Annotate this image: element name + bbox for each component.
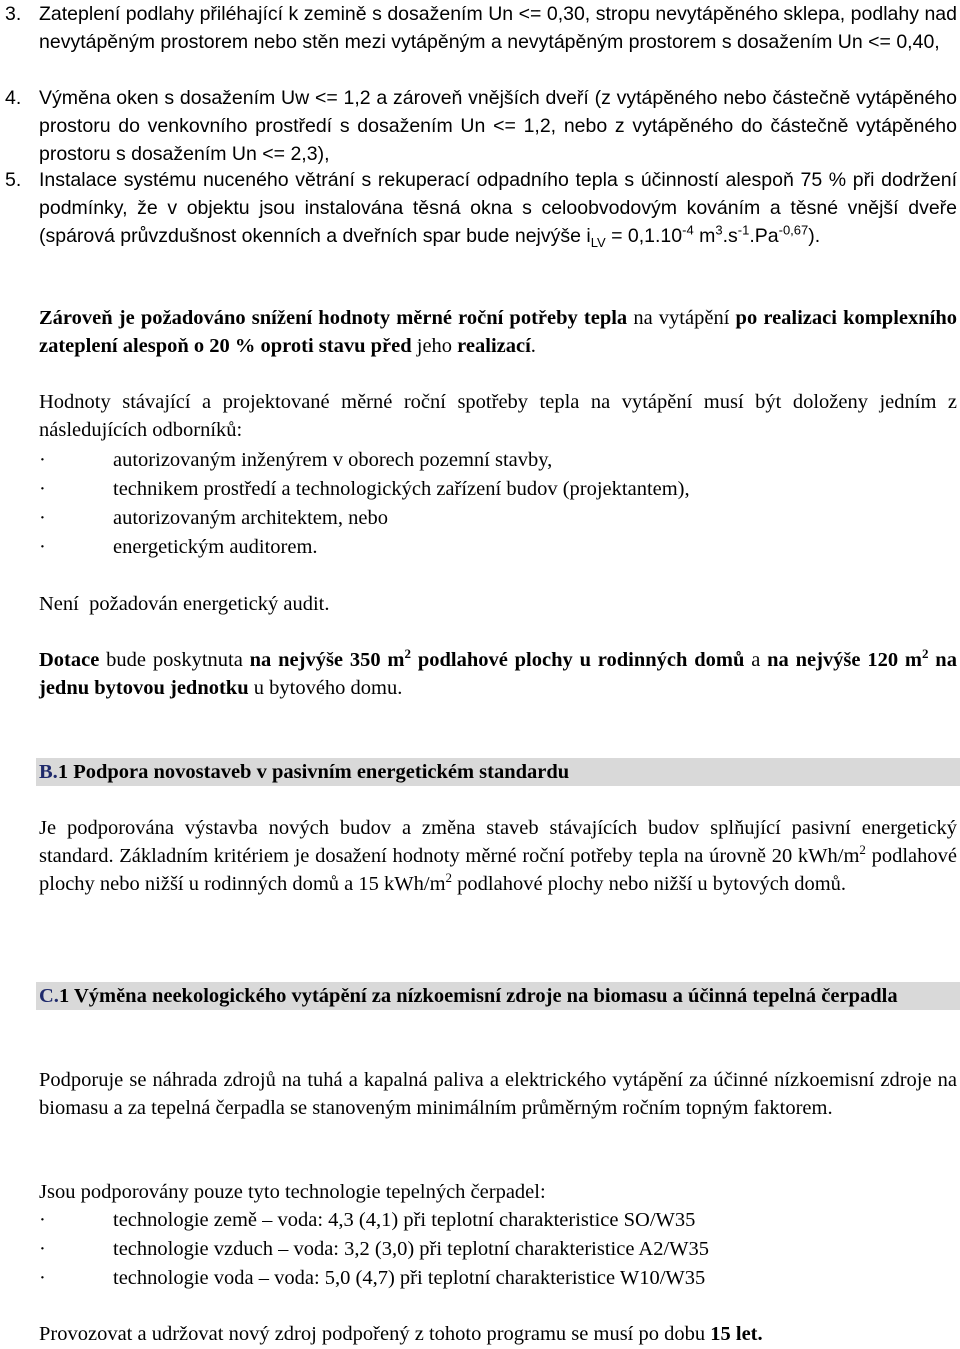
bullet-icon: ·	[39, 1267, 46, 1289]
section-code: B.	[39, 761, 58, 783]
subsidy-paragraph: Dotace bude poskytnuta na nejvýše 350 $m^2$ podlahové plochy u rodinných domů a na nejvýše 120 $m^2$ na jednu bytovou jednotku u bytového domu.	[39, 646, 957, 699]
requirement-paragraph: Zároveň je požadováno snížení hodnoty měrné roční potřeby tepla na vytápění po realizaci komplexního zateplení alespoň o 20 % oproti stavu před jeho realizací.	[39, 307, 958, 357]
list-item: technikem prostředí a technologických zařízení budov (projektantem),	[113, 478, 690, 500]
section-title: 1 Výměna neekologického vytápění za nízkoemisní zdroje na biomasu a účinná tepelná čerpadla	[58, 985, 898, 1007]
section-heading-c	[36, 982, 960, 1010]
list-item: autorizovaným architektem, nebo	[113, 507, 388, 529]
section-heading-b	[36, 758, 960, 786]
list-item: autorizovaným inženýrem v oborech pozemní stavby,	[113, 449, 553, 471]
heat-pump-intro: Jsou podporovány pouze tyto technologie tepelných čerpadel:	[39, 1181, 546, 1203]
experts-intro: Hodnoty stávající a projektované měrné roční spotřeby tepla na vytápění musí být doloženy jedním z následujících odborníků:	[39, 391, 957, 441]
list-item-5: Instalace systému nuceného větrání s rekuperací odpadního tepla s účinností alespoň 75 % při dodržení podmínky, že v objektu jsou instalována těsná okna s celoobvodovým kováním a těsné vnější dveře (spárová průvzdušnost okenních a dveřních spar bude nejvýše $i_{LV} = 0,1.10^{-4}$ $m^3.s^{-1}.Pa^{-0,67}$).	[39, 169, 957, 250]
bullet-icon: ·	[39, 1209, 46, 1231]
bullet-icon: ·	[39, 536, 46, 558]
bullet-icon: ·	[39, 507, 46, 529]
list-item: technologie země – voda: 4,3 (4,1) při teplotní charakteristice SO/W35	[113, 1209, 696, 1231]
bullet-icon: ·	[39, 1238, 46, 1260]
list-item: technologie voda – voda: 5,0 (4,7) při teplotní charakteristice W10/W35	[113, 1267, 706, 1289]
audit-note: Není požadován energetický audit.	[39, 593, 330, 615]
list-number: 4.	[5, 87, 22, 109]
section-c-paragraph: Podporuje se náhrada zdrojů na tuhá a kapalná paliva a elektrického vytápění za účinné nízkoemisní zdroje na biomasu a za tepelná čerpadla se stanoveným minimálním průměrným ročním topným faktorem.	[39, 1069, 957, 1119]
bullet-icon: ·	[39, 449, 46, 471]
closing-sentence: Provozovat a udržovat nový zdroj podpořený z tohoto programu se musí po dobu 15 let.	[39, 1323, 763, 1345]
section-b-paragraph: Je podporována výstavba nových budov a změna staveb stávajících budov splňující pasivní energetický standard. Základním kritériem je dosažení hodnoty měrné roční potřeby tepla na úrovně 20 kWh/$m^2$ podlahové plochy nebo nižší u rodinných domů a 15 kWh/$m^2$ podlahové plochy nebo nižší u bytových domů.	[39, 817, 957, 895]
list-number: 5.	[5, 169, 22, 191]
list-number: 3.	[5, 3, 22, 25]
section-code: C.	[39, 985, 59, 1007]
list-item: technologie vzduch – voda: 3,2 (3,0) při teplotní charakteristice A2/W35	[113, 1238, 710, 1260]
section-title: 1 Podpora novostaveb v pasivním energetickém standardu	[57, 761, 570, 783]
list-item: energetickým auditorem.	[113, 536, 318, 558]
list-item-3: Zateplení podlahy přiléhající k zemině s dosažením Un <= 0,30, stropu nevytápěného sklepa, podlahy nad nevytápěným prostorem nebo stěn mezi vytápěným a nevytápěným prostorem s dosažením Un <= 0,40,	[39, 3, 957, 53]
list-item-4: Výměna oken s dosažením Uw <= 1,2 a zároveň vnějších dveří (z vytápěného nebo částečně vytápěného prostoru do venkovního prostředí s dosažením Un <= 1,2, nebo z vytápěného do částečně vytápěného prostoru s dosažením Un <= 2,3),	[39, 87, 957, 165]
bullet-icon: ·	[39, 478, 46, 500]
